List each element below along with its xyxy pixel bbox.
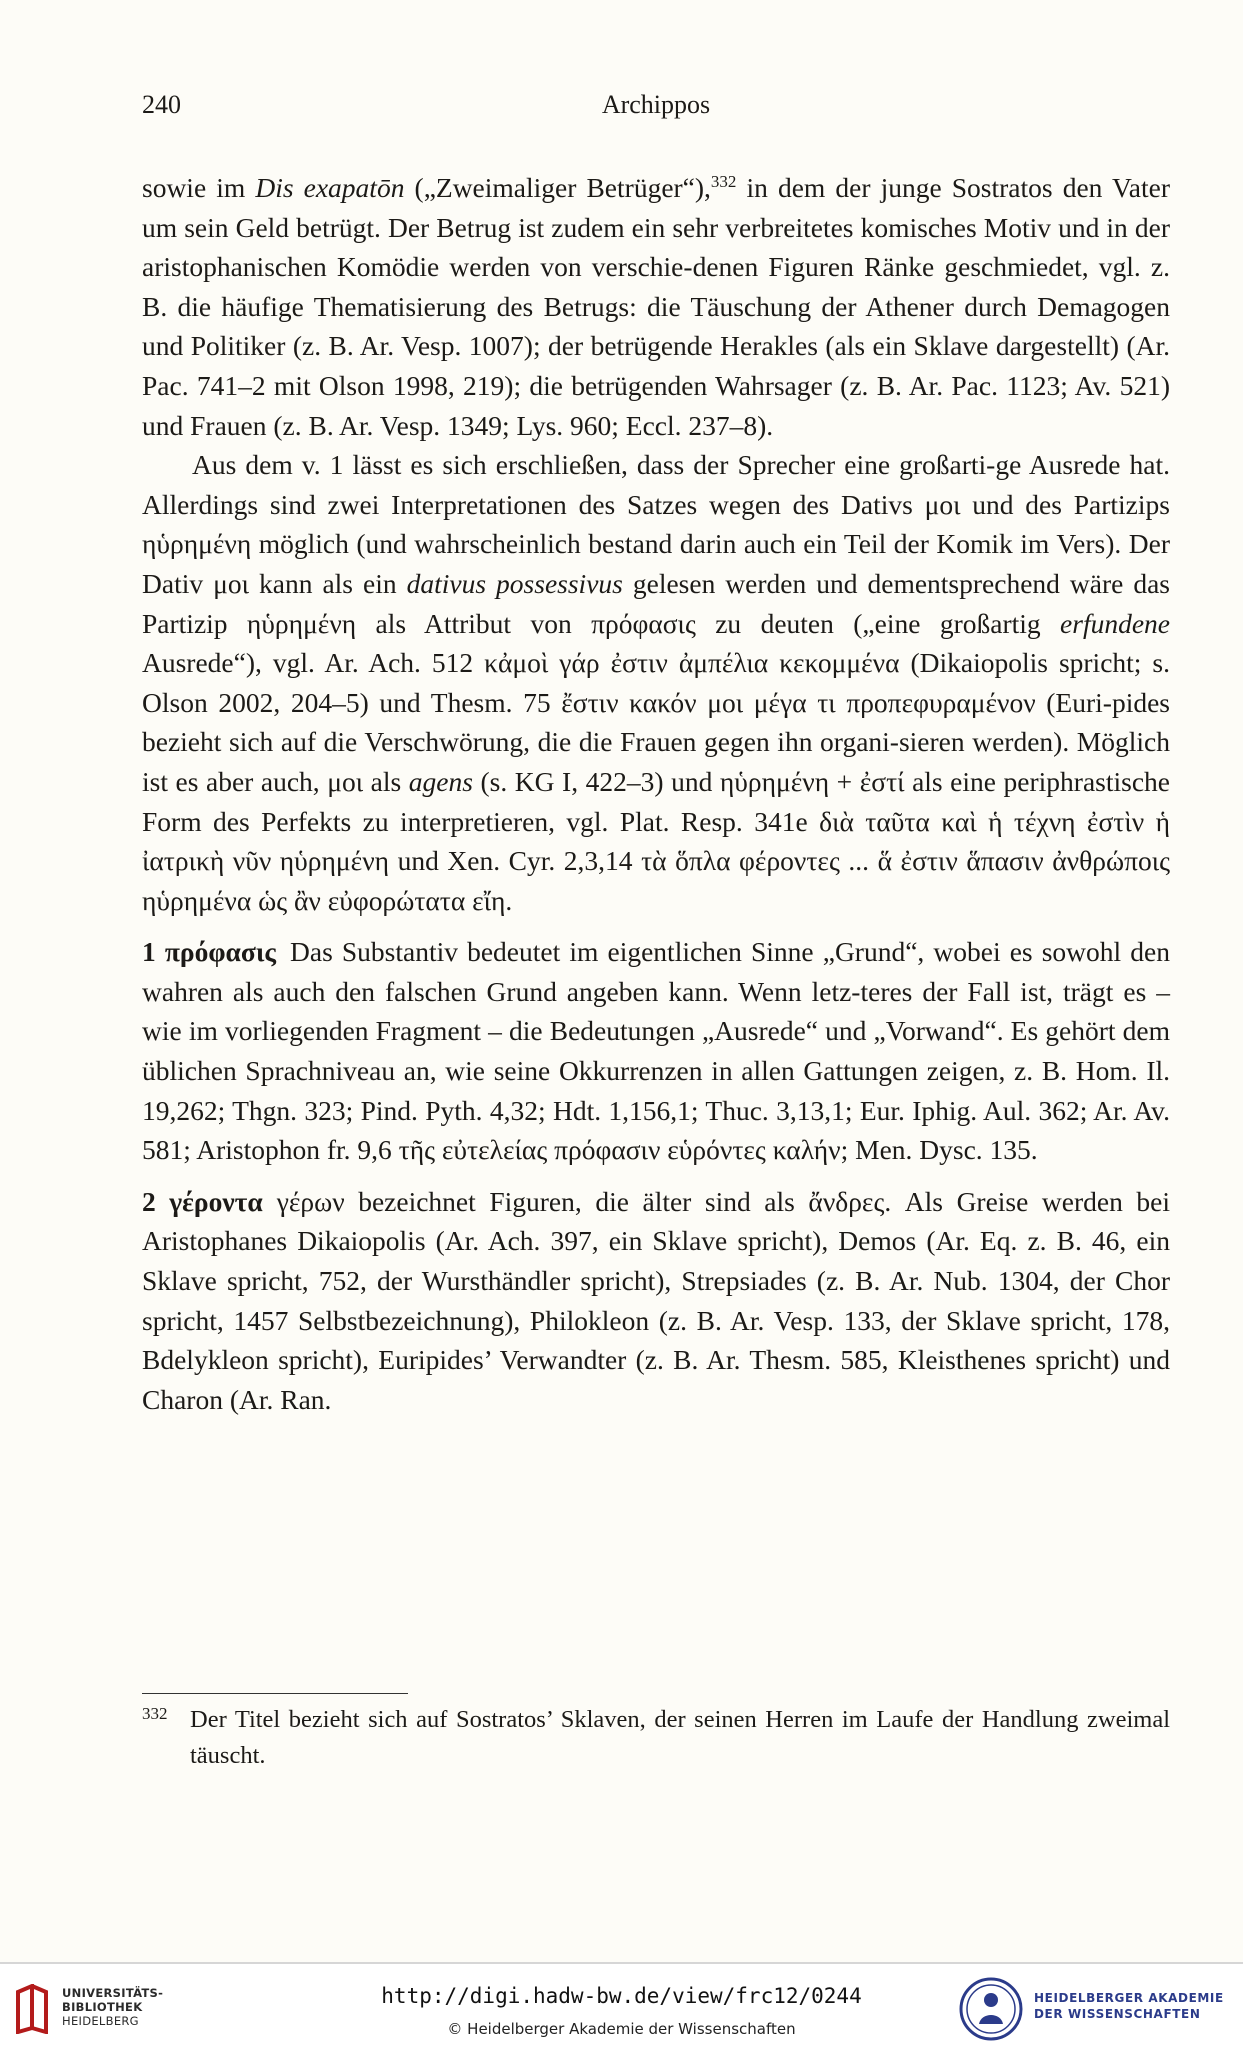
text-line: sieren werden). Möglich ist es aber auch, μοι als [142, 726, 1170, 797]
italic-text: Dis exapatōn [255, 172, 405, 203]
text-line: Aus dem v. 1 lässt es sich erschließen, dass der Sprecher eine großarti- [192, 449, 996, 481]
paragraph-betrug [142, 168, 1170, 445]
footnote [142, 1702, 1170, 1774]
text-line: (z. B. Ar. Nub. 1304, der Chor spricht, 1457 Selbstbezeichnung), Philokleon [142, 1265, 1170, 1336]
text-line: Dativs μοι und des Partizips ηὑρημένη möglich (und wahrscheinlich bestand [142, 488, 1170, 560]
lemma-prophasis [142, 932, 1170, 1170]
copyright-notice: © Heidelberger Akademie der Wissenschaften [447, 2020, 796, 2038]
text-line: γέρων bezeichnet Figuren, die älter sind als ἄνδρες. Als Greise [276, 1185, 1029, 1217]
text-line: (Ar. Eq. z. B. 46, ein Sklave spricht, 752, der Wursthändler spricht), Strepsiades [142, 1225, 1170, 1297]
italic-text: possessivus [496, 567, 623, 599]
text-line: als Attribut von πρόφασις zu deuten („eine großartig [375, 607, 1061, 639]
lemma-label: 1 πρόφασις [142, 936, 276, 968]
lemma-label: 2 γέροντα [142, 1185, 263, 1217]
text-line: („Zweimaliger Betrüger“), [404, 172, 711, 203]
page-number: 240 [142, 90, 181, 119]
text-line: darin auch ein Teil der Komik im Vers). Der Dativ μοι kann als ein [142, 528, 1170, 599]
text-line: Aristophon fr. 9,6 τῆς εὐτελείας πρόφασιν εὑρόντες καλήν; Men. Dysc. 135. [196, 1134, 1038, 1166]
text-line: Ausrede“), vgl. [142, 647, 315, 679]
footnote-rule [142, 1693, 408, 1694]
text-line: 741–2 mit Olson 1998, 219); die betrügenden Wahrsager (z. B. Ar. Pac. 1123; [196, 369, 1068, 401]
text-line: sowie im [142, 172, 256, 203]
text-line: Betrugs: die Täuschung der Athener durch Demagogen und Politiker (z. B. [142, 290, 1170, 362]
text-line: Ar. Ach. 512 κἀμοὶ γάρ ἐστιν ἀμπέλια κεκομμένα (Dikaiopolis spricht; s. Olson [142, 647, 1171, 718]
library-line-3: HEIDELBERG [62, 2014, 139, 2028]
text-line: ηὑρημένη + ἐστί als eine periphrastische Form des Perfekts zu interpretieren, [142, 765, 1171, 837]
text-line: denen Figuren Ränke geschmiedet, vgl. z. B. die häufige Thematisierung des [142, 251, 1170, 322]
italic-text: dativus [406, 567, 487, 599]
text-line: seine Okkurrenzen in allen Gattungen zeigen, z. B. Hom. Il. 19,262; Thgn. 323; [142, 1055, 1170, 1126]
text-line: es sowohl den wahren als auch den falschen Grund angeben kann. Wenn letz- [142, 936, 1170, 1007]
seal-icon [958, 1976, 1024, 2042]
text-line: Av. 521) und Frauen (z. B. Ar. Vesp. 1349; Lys. 960; Eccl. 237–8). [142, 369, 1170, 441]
footnote-text: Der Titel bezieht sich auf Sostratos’ Sklaven, der seinen Herren im Laufe der Handlung zweimal täuscht. [190, 1706, 1170, 1769]
text-line: (s. KG I, 422–3) und [472, 765, 713, 797]
text-line: pides bezieht sich auf die Verschwörung, die die Frauen gegen ihn organi- [142, 686, 1170, 758]
footnote-number: 332 [142, 1704, 168, 1723]
text-line: Xen. Cyr. 2,3,14 τὰ ὅπλα φέροντες ... ἅ ἐστιν ἅπασιν ἀνθρώποις ηὑρημένα [142, 845, 1171, 916]
italic-text: erfundene [1060, 607, 1171, 639]
text-line: ge Ausrede hat. Allerdings sind zwei Interpretationen des Satzes wegen des [142, 449, 1170, 520]
academy-line-2: DER WISSENSCHAFTEN [1034, 2007, 1201, 2021]
text-line: ὡς ἂν εὐφορώτατα εἴη. [258, 884, 513, 916]
commentary-text [142, 168, 1170, 1419]
running-header [142, 90, 1170, 130]
text-line: „Ausrede“ und „Vorwand“. Es gehört dem üblichen Sprachniveau an, wie [142, 1015, 1171, 1087]
text-line: Ar. Vesp. 1007); der betrügende Herakles (als ein Sklave dargestellt) (Ar. Pac. [142, 330, 1170, 401]
text-line: werden bei Aristophanes Dikaiopolis (Ar. Ach. 397, ein Sklave spricht), Demos [142, 1185, 1170, 1257]
footnote-ref: 332 [710, 171, 737, 191]
paragraph-ausrede [142, 445, 1170, 920]
text-line: in dem der junge Sostratos [736, 172, 1053, 203]
running-title: Archippos [601, 90, 711, 119]
text-line: (z. B. Ar. Vesp. 133, der Sklave spricht, 178, Bdelykleon spricht), Euripides’ [142, 1304, 1171, 1376]
text-line: 2002, 204–5) und Thesm. 75 ἔστιν κακόν μοι μέγα τι προπεφυραμένον (Euri- [218, 686, 1112, 718]
academy-line-1: HEIDELBERGER AKADEMIE [1034, 1991, 1224, 2005]
library-line-1: UNIVERSITÄTS- [62, 1986, 164, 2000]
lemma-geronta [142, 1182, 1170, 1420]
text-line: Das Substantiv bedeutet im eigentlichen Sinne „Grund“, wobei [290, 936, 1001, 968]
text-line: gelesen werden und dementsprechend wäre das Partizip ηὑρημένη [142, 567, 1170, 639]
library-line-2: BIBLIOTHEK [62, 2000, 143, 2014]
permalink[interactable]: http://digi.hadw-bw.de/view/frc12/0244 [381, 1984, 862, 2008]
digitization-footer [0, 1962, 1243, 2052]
academy-name [1034, 1990, 1224, 2022]
text-line: Verwandter (z. B. Ar. Thesm. 585, Kleisthenes spricht) und Charon (Ar. Ran. [142, 1344, 1170, 1415]
text-line: Pind. Pyth. 4,32; Hdt. 1,156,1; Thuc. 3,13,1; Eur. Iphig. Aul. 362; Ar. Av. 581; [142, 1094, 1170, 1166]
text-line: komisches Motiv und in der aristophanischen Komödie werden von verschie- [142, 211, 1170, 283]
italic-text: agens [408, 765, 473, 797]
text-line: vgl. Plat. Resp. 341e διὰ ταῦτα καὶ ἡ τέχνη ἐστὶν ἡ ἰατρικὴ νῦν ηὑρημένη und [142, 805, 1170, 877]
text-line: den Vater um sein Geld betrügt. Der Betrug ist zudem ein sehr verbreitetes [142, 172, 1170, 243]
text-line: teres der Fall ist, trägt es – wie im vorliegenden Fragment – die Bedeutungen [142, 975, 1170, 1047]
